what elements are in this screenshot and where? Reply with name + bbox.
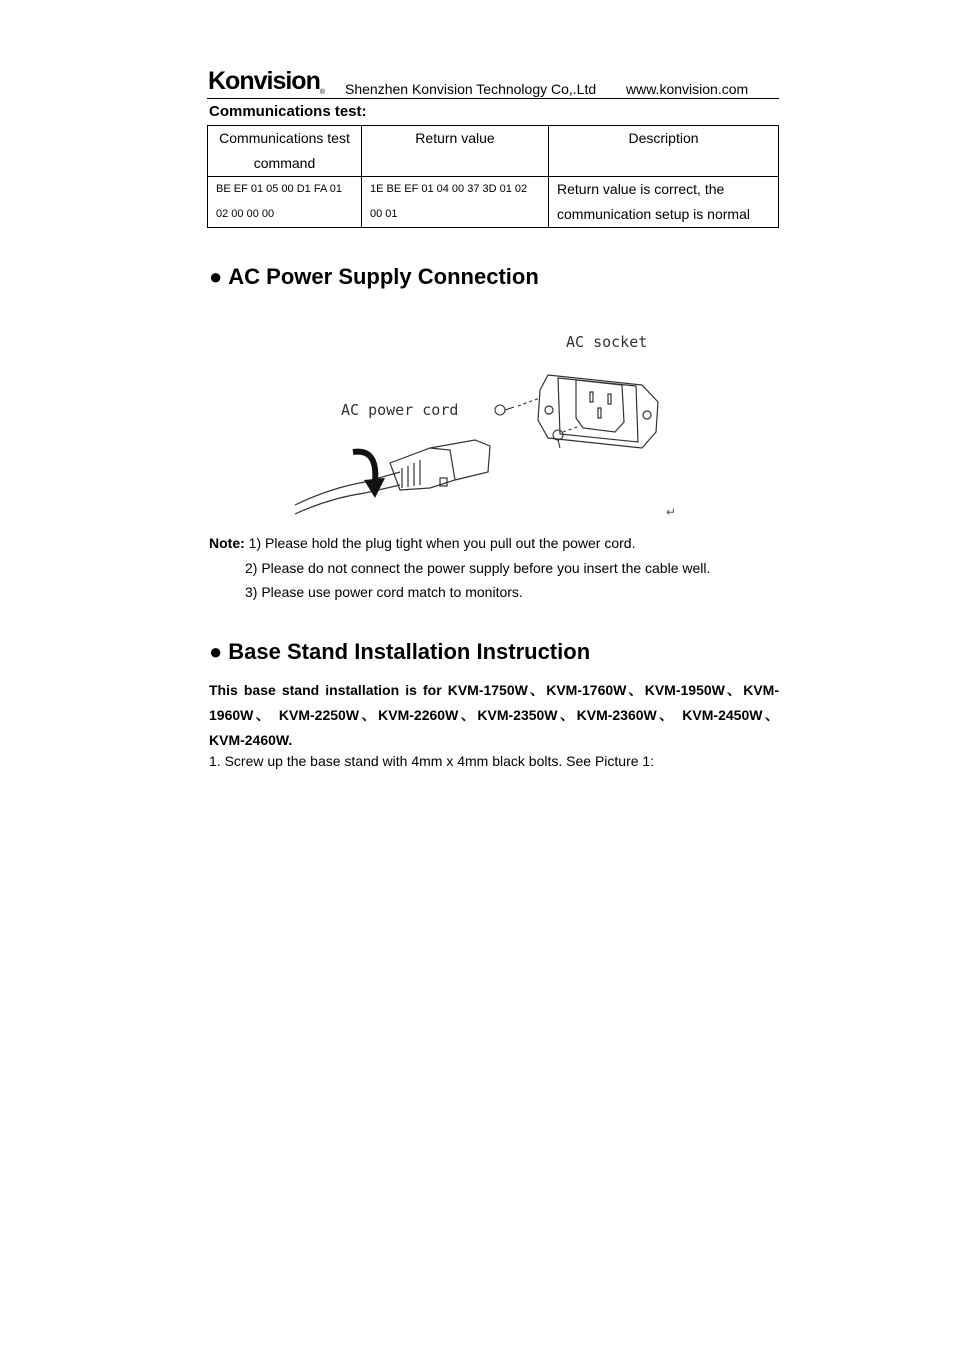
header-return-value: Return value — [415, 130, 495, 146]
note-line-3: 3) Please use power cord match to monitors. — [245, 584, 523, 600]
return-value-cell: 1E BE EF 01 04 00 37 3D 01 02 00 01 — [370, 183, 528, 220]
ac-connection-illustration — [290, 320, 690, 525]
website-url: www.konvision.com — [626, 81, 749, 97]
communications-table — [207, 125, 779, 228]
ac-socket-drawing — [538, 375, 658, 448]
table-row — [208, 177, 779, 228]
company-name: Shenzhen Konvision Technology Co,.Ltd — [345, 81, 597, 97]
note-line-1: Note: 1) Please hold the plug tight when you pull out the power cord. — [209, 535, 636, 551]
note-line-2: 2) Please do not connect the power supply before you insert the cable well. — [245, 559, 711, 576]
bullet-icon: ● — [209, 264, 223, 289]
konvision-logo: Konvision® — [208, 67, 326, 96]
base-stand-models-text: This base stand installation is for KVM-1750W、KVM-1760W、KVM-1950W、KVM-1960W、 KVM-2250W、KVM-2260W、KVM-2350W、KVM-2360W、 KVM-2450W、KVM-2460W. — [209, 682, 779, 748]
command-cell: BE EF 01 05 00 D1 FA 01 02 00 00 00 — [216, 183, 342, 220]
power-cord-drawing — [295, 440, 490, 514]
base-stand-step-1: 1. Screw up the base stand with 4mm x 4mm black bolts. See Picture 1: — [209, 753, 655, 769]
ac-connection-figure — [290, 320, 690, 525]
ac-power-heading: ● AC Power Supply Connection — [209, 264, 539, 289]
base-stand-heading: ● Base Stand Installation Instruction — [209, 639, 591, 664]
ac-power-cord-label: AC power cord — [341, 401, 459, 419]
note-label: Note: — [209, 535, 245, 551]
page-header — [207, 64, 779, 99]
return-mark-icon: ↵ — [666, 505, 677, 519]
ac-socket-label: AC socket — [566, 333, 648, 351]
communications-test-title: Communications test: — [209, 103, 367, 120]
header-description: Description — [628, 130, 699, 146]
table-header-row — [208, 126, 779, 177]
downward-arrow-icon — [353, 452, 385, 498]
notes-block — [209, 531, 710, 605]
header-command: Communications test command — [219, 130, 350, 171]
description-cell: Return value is correct, the communication setup is normal — [557, 181, 750, 222]
bullet-icon: ● — [209, 639, 223, 664]
